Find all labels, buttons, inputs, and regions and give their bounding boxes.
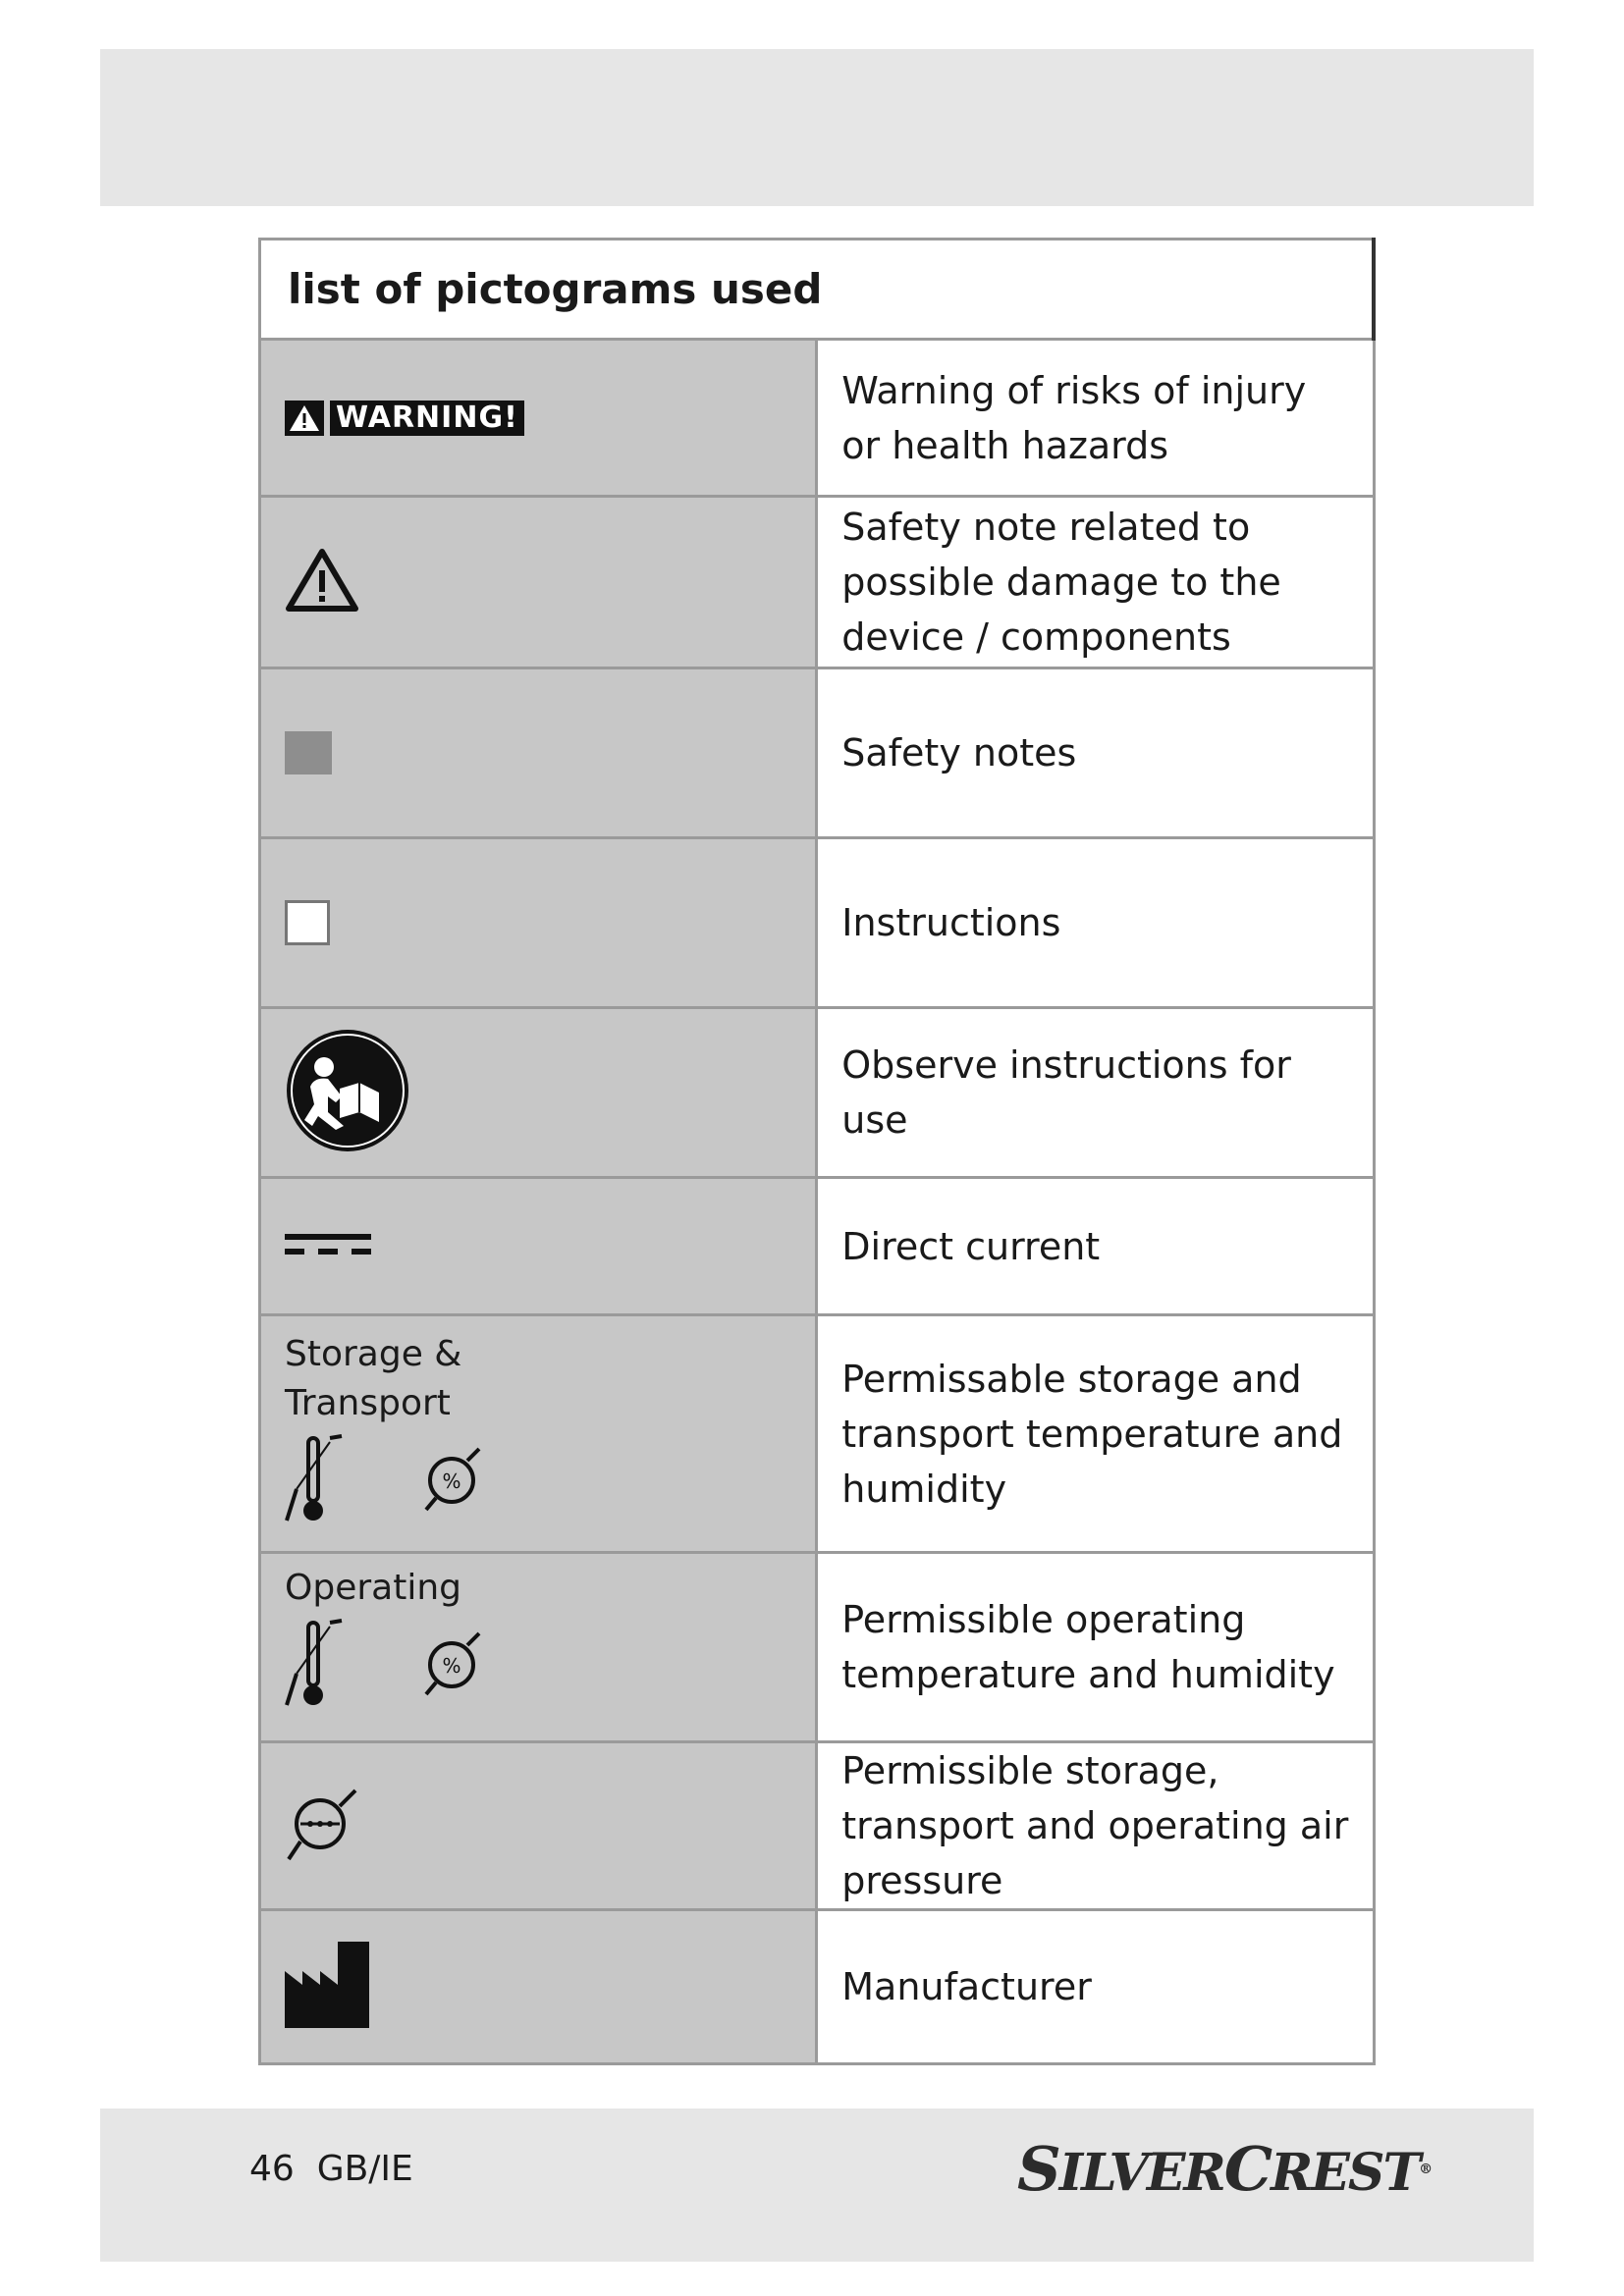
caution-triangle-icon (285, 547, 359, 614)
empty-square-icon (285, 900, 330, 945)
icon-cell (260, 1553, 817, 1742)
row-description: Warning of risks of injury or health hazards (817, 340, 1374, 497)
icon-cell (260, 668, 817, 838)
icon-cell (260, 1742, 817, 1910)
row-description: Instructions (817, 838, 1374, 1008)
table-row (260, 340, 1375, 497)
brand-logo: SILVERCREST® (1017, 2133, 1432, 2205)
icon-cell (260, 1315, 817, 1553)
warning-label-icon (285, 400, 815, 436)
manufacturer-icon (285, 1942, 369, 2028)
icon-cell (260, 1008, 817, 1178)
icon-cell (260, 838, 817, 1008)
warning-badge: WARNING! (330, 400, 524, 436)
table-row (260, 1315, 1375, 1553)
table-row (260, 497, 1375, 668)
row-description: Manufacturer (817, 1910, 1374, 2064)
page-footer (249, 2142, 413, 2197)
air-pressure-icon (285, 1785, 359, 1863)
table-row (260, 838, 1375, 1008)
svg-text:%: % (442, 1654, 461, 1678)
row-description: Safety notes (817, 668, 1374, 838)
row-description: Permissible operating temperature and humidity (817, 1553, 1374, 1742)
direct-current-icon (285, 1232, 371, 1257)
table-header-row (260, 240, 1375, 340)
table-row (260, 668, 1375, 838)
icon-cell (260, 340, 817, 497)
storage-transport-label: Storage & Transport (285, 1334, 462, 1423)
table-row (260, 1553, 1375, 1742)
page-number: 46 (249, 2149, 295, 2189)
row-description: Permissable storage and transport temperature and humidity (817, 1315, 1374, 1553)
filled-square-icon (285, 731, 332, 774)
row-description: Permissible storage, transport and operating air pressure (817, 1742, 1374, 1910)
icon-cell (260, 1178, 817, 1315)
table-row (260, 1178, 1375, 1315)
svg-text:%: % (442, 1469, 461, 1493)
humidity-range-icon (422, 1445, 485, 1514)
table-row (260, 1910, 1375, 2064)
locale-code: GB/IE (316, 2149, 413, 2189)
icon-cell (260, 497, 817, 668)
pictogram-table (258, 238, 1376, 2065)
humidity-range-icon (422, 1629, 485, 1698)
row-description: Safety note related to possible damage to the device / components (817, 497, 1374, 668)
row-description: Direct current (817, 1178, 1374, 1315)
temperature-range-icon (285, 1619, 344, 1709)
table-row (260, 1742, 1375, 1910)
read-manual-icon (285, 1028, 410, 1153)
icon-cell (260, 1910, 817, 2064)
table-title: list of pictograms used (260, 240, 1375, 340)
temperature-range-icon (285, 1434, 344, 1524)
table-row (260, 1008, 1375, 1178)
operating-label: Operating (285, 1568, 461, 1608)
row-description: Observe instructions for use (817, 1008, 1374, 1178)
header-band (100, 49, 1534, 206)
